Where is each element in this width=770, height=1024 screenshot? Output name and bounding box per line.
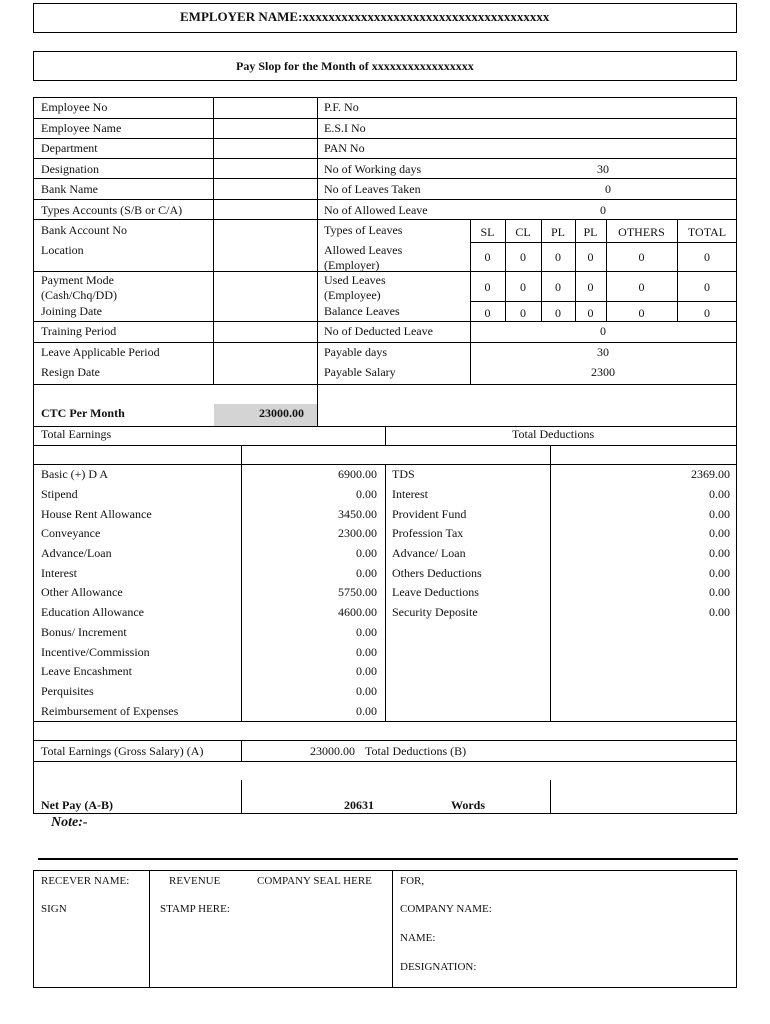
allowed-total: 0 — [704, 250, 710, 264]
earning-value: 0.00 — [356, 664, 377, 678]
earning-label: Bonus/ Increment — [41, 625, 127, 639]
leave-header-cl: CL — [515, 225, 531, 239]
field-account-type: Types Accounts (S/B or C/A) — [41, 203, 183, 217]
field-types-of-leaves: Types of Leaves — [324, 223, 403, 237]
used-sl: 0 — [484, 280, 491, 294]
net-pay-value: 20631 — [344, 798, 374, 812]
working-days-value: 30 — [597, 162, 609, 176]
gross-salary-label: Total Earnings (Gross Salary) (A) — [41, 744, 204, 758]
deduction-label: Interest — [392, 487, 428, 501]
allowed-cl: 0 — [520, 250, 526, 264]
earning-value: 2300.00 — [338, 526, 377, 540]
earning-label: Stipend — [41, 487, 78, 501]
leave-header-pl: PL — [550, 225, 565, 239]
ctc-row — [33, 384, 737, 427]
earning-label: Advance/Loan — [41, 546, 112, 560]
revenue-label: REVENUE — [169, 875, 221, 887]
field-department: Department — [41, 141, 98, 155]
balance-pl: 0 — [555, 306, 561, 320]
field-resign-date: Resign Date — [41, 365, 100, 379]
words-label: Words — [451, 798, 486, 812]
field-used-leaves-employee: Used Leaves (Employee) — [324, 273, 386, 302]
total-deductions-label: Total Deductions (B) — [365, 744, 467, 758]
payable-days-value: 30 — [597, 345, 609, 359]
field-payable-days: Payable days — [324, 345, 387, 359]
earning-value: 0.00 — [356, 625, 377, 639]
leave-header-total: TOTAL — [687, 225, 727, 239]
field-joining-date: Joining Date — [41, 304, 102, 318]
earning-value: 6900.00 — [338, 467, 377, 481]
earning-value: 0.00 — [356, 487, 377, 501]
field-leaves-taken: No of Leaves Taken — [324, 182, 421, 196]
company-name-label: COMPANY NAME: — [400, 903, 492, 915]
balance-pl-2: 0 — [587, 306, 594, 320]
deduction-value: 0.00 — [709, 487, 730, 501]
deduction-label: Others Deductions — [392, 566, 482, 580]
deduction-value: 0.00 — [709, 526, 730, 540]
earning-value: 0.00 — [356, 546, 377, 560]
deduction-value: 0.00 — [709, 585, 730, 599]
balance-total: 0 — [704, 306, 710, 320]
deduction-label: Security Deposite — [392, 605, 478, 619]
for-label: FOR, — [400, 875, 425, 887]
note-label: Note:- — [51, 815, 88, 830]
leave-header-pl-2: PL — [583, 225, 598, 239]
earning-value: 0.00 — [356, 566, 377, 580]
earning-label: Other Allowance — [41, 585, 123, 599]
payable-salary-value: 2300 — [591, 365, 615, 379]
earning-label: Conveyance — [41, 526, 101, 540]
field-employee-no: Employee No — [41, 100, 108, 114]
allowed-pl: 0 — [555, 250, 561, 264]
field-training-period: Training Period — [41, 324, 117, 338]
deduction-label: TDS — [392, 467, 415, 481]
allowed-pl-2: 0 — [587, 250, 594, 264]
field-payment-mode: Payment Mode (Cash/Chq/DD) — [41, 273, 117, 302]
sign-label: SIGN — [41, 903, 67, 915]
field-leave-applicable: Leave Applicable Period — [41, 345, 160, 359]
deduction-label: Leave Deductions — [392, 585, 479, 599]
leave-header-others: OTHERS — [618, 225, 665, 239]
name-label: NAME: — [400, 932, 436, 944]
ctc-label: CTC Per Month — [41, 406, 125, 420]
field-payable-salary: Payable Salary — [324, 365, 396, 379]
gross-salary-value: 23000.00 — [310, 744, 355, 758]
earning-value: 4600.00 — [338, 605, 377, 619]
field-allowed-leave: No of Allowed Leave — [324, 203, 428, 217]
field-pf-no: P.F. No — [324, 100, 359, 114]
field-pan-no: PAN No — [324, 141, 365, 155]
earning-label: House Rent Allowance — [41, 507, 152, 521]
leaves-taken-value: 0 — [605, 182, 611, 196]
payslip-title: Pay Slop for the Month of xxxxxxxxxxxxxxxxx — [236, 59, 474, 73]
field-working-days: No of Working days — [324, 162, 422, 176]
earning-value: 0.00 — [356, 645, 377, 659]
total-deductions-title: Total Deductions — [512, 427, 595, 441]
earning-label: Reimbursement of Expenses — [41, 704, 179, 718]
signature-box — [33, 870, 737, 988]
employer-name: EMPLOYER NAME:xxxxxxxxxxxxxxxxxxxxxxxxxxxxxxxxxxxxxx — [180, 9, 550, 24]
used-cl: 0 — [520, 280, 526, 294]
field-deducted-leave: No of Deducted Leave — [324, 324, 433, 338]
earning-label: Education Allowance — [41, 605, 144, 619]
field-designation: Designation — [41, 162, 99, 176]
field-allowed-leaves-employer: Allowed Leaves (Employer) — [324, 243, 403, 272]
balance-cl: 0 — [520, 306, 526, 320]
deduction-value: 0.00 — [709, 507, 730, 521]
allowed-sl: 0 — [484, 250, 491, 264]
field-bank-name: Bank Name — [41, 182, 98, 196]
used-pl-2: 0 — [587, 280, 594, 294]
earning-label: Leave Encashment — [41, 664, 132, 678]
used-others: 0 — [638, 280, 645, 294]
used-total: 0 — [704, 280, 710, 294]
earning-value: 3450.00 — [338, 507, 377, 521]
used-pl: 0 — [555, 280, 561, 294]
field-employee-name: Employee Name — [41, 121, 122, 135]
ctc-value: 23000.00 — [259, 406, 304, 420]
balance-sl: 0 — [484, 306, 491, 320]
net-pay-label: Net Pay (A-B) — [41, 798, 113, 812]
receiver-name-label: RECEVER NAME: — [41, 875, 130, 887]
deduction-label: Advance/ Loan — [392, 546, 466, 560]
field-bank-account: Bank Account No — [41, 223, 127, 237]
earning-value: 0.00 — [356, 704, 377, 718]
deduction-label: Profession Tax — [392, 526, 464, 540]
deduction-label: Provident Fund — [392, 507, 467, 521]
earning-value: 5750.00 — [338, 585, 377, 599]
stamp-label: STAMP HERE: — [160, 903, 230, 915]
earning-label: Perquisites — [41, 684, 94, 698]
earning-label: Interest — [41, 566, 77, 580]
allowed-others: 0 — [638, 250, 645, 264]
leave-header-sl: SL — [480, 225, 495, 239]
field-balance-leaves: Balance Leaves — [324, 304, 400, 318]
balance-others: 0 — [638, 306, 645, 320]
field-location: Location — [41, 243, 84, 257]
deduction-value: 2369.00 — [691, 467, 730, 481]
total-earnings-title: Total Earnings — [41, 427, 112, 441]
allowed-leave-value: 0 — [600, 203, 606, 217]
earning-value: 0.00 — [356, 684, 377, 698]
deduction-value: 0.00 — [709, 546, 730, 560]
field-esi-no: E.S.I No — [324, 121, 366, 135]
footer-divider — [38, 858, 738, 860]
company-seal-label: COMPANY SEAL HERE — [257, 875, 372, 887]
deducted-leave-value: 0 — [600, 324, 606, 338]
earning-label: Basic (+) D A — [41, 467, 109, 481]
designation-label: DESIGNATION: — [400, 961, 477, 973]
deduction-value: 0.00 — [709, 566, 730, 580]
deduction-value: 0.00 — [709, 605, 730, 619]
earning-label: Incentive/Commission — [41, 645, 150, 659]
